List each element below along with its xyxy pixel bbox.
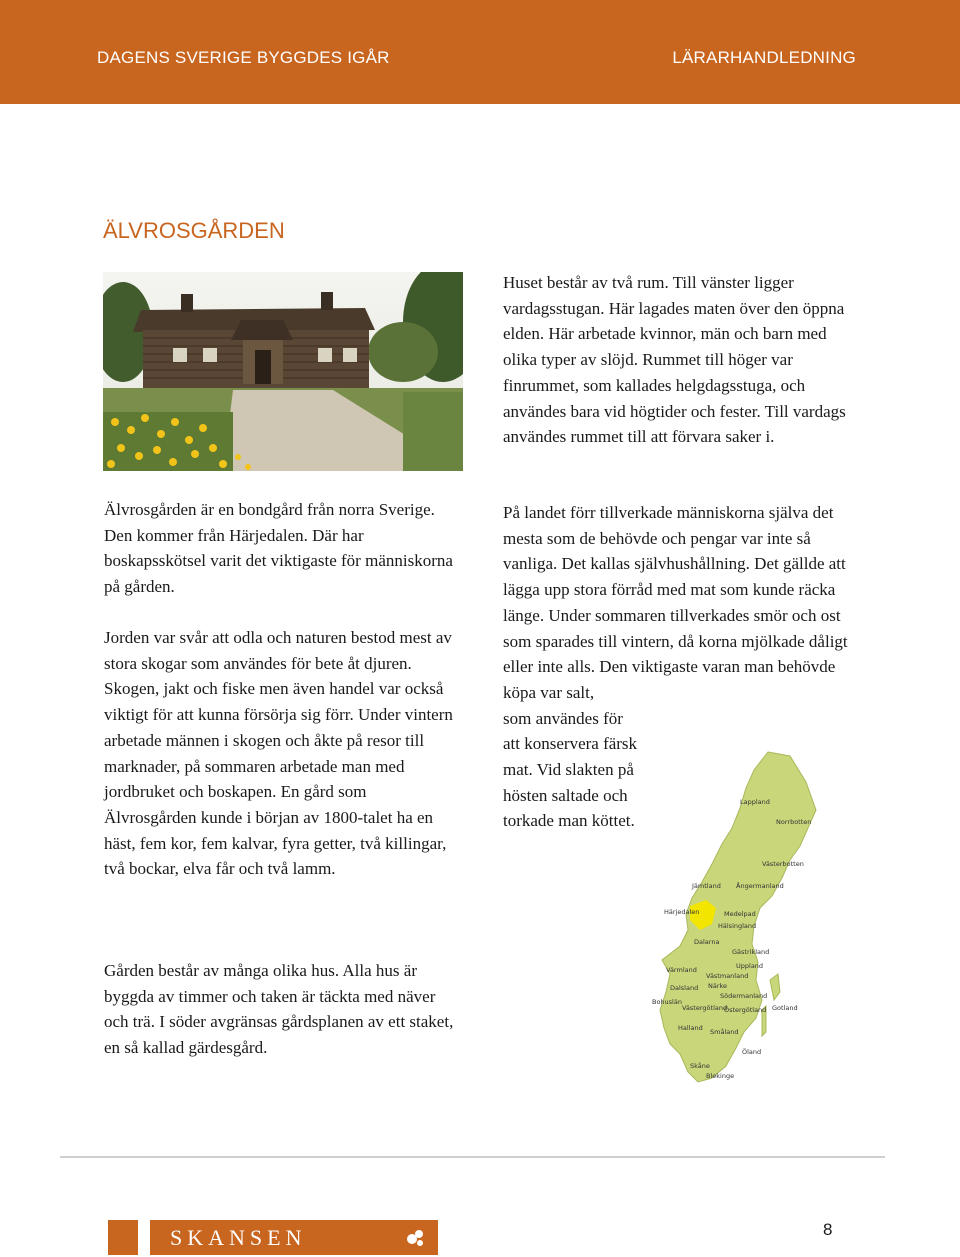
logo-square — [108, 1220, 138, 1255]
map-label-lappland: Lappland — [740, 798, 770, 806]
paragraph-land-and-work: Jorden var svår att odla och naturen bestod mest av stora skogar som användes för bete åt djuren. Skogen, jakt och fiske men även handel var också viktigt för att kunna försörja sig förr. Under vintern arbetade männen i skogen och åkte på resor till marknader, på sommaren arbetade man med jordbruket och boskapen. En gård som Älvrosgården kunde i början av 1800-talet ha en häst, fem kor, fem kalvar, fyra getter, två killingar, två bockar, elva får och två lamm. — [104, 628, 453, 879]
header-series-title: DAGENS SVERIGE BYGGDES IGÅR — [97, 48, 390, 67]
paragraph-self-sufficiency-part2: som användes för att konservera färsk mat. Vid slakten på hösten saltade och torkade man köttet. — [503, 708, 638, 831]
map-label-dalarna: Dalarna — [694, 938, 720, 946]
map-label-vastmanland: Västmanland — [706, 972, 749, 980]
map-label-gastrikland: Gästrikland — [732, 948, 770, 956]
map-label-vastergotland: Västergötland — [682, 1004, 728, 1012]
paragraph-house-rooms: Huset består av två rum. Till vänster ligger vardagsstugan. Här lagades maten över den öppna elden. Här arbetade kvinnor, män och barn med olika typer av slöjd. Rummet till höger var finrummet, som kallades helgdagsstuga, och användes bara vid högtider och fester. Till vardags användes rummet till att förvara saker i. — [503, 273, 846, 447]
footer-divider — [60, 1156, 885, 1158]
gotland-shape — [770, 974, 780, 1000]
farm-photo — [103, 272, 463, 471]
map-label-uppland: Uppland — [736, 962, 764, 970]
map-label-blekinge: Blekinge — [706, 1072, 735, 1080]
map-label-jamtland: Jämtland — [692, 882, 721, 890]
map-label-varmland: Värmland — [666, 966, 697, 974]
map-label-ostergotland: Östergötland — [724, 1006, 767, 1014]
map-label-sodermanland: Södermanland — [720, 992, 768, 1000]
map-label-skane: Skåne — [690, 1062, 710, 1070]
skansen-emblem-icon — [404, 1227, 426, 1249]
header-doc-type: LÄRARHANDLEDNING — [672, 48, 856, 67]
paragraph-buildings: Gården består av många olika hus. Alla hus är byggda av timmer och taken är täckta med näver och trä. I söder avgränsas gårdsplanen av ett staket, en så kallad gärdesgård. — [104, 961, 454, 1058]
map-label-halsingland: Hälsingland — [718, 922, 757, 930]
page-number: 8 — [823, 1220, 833, 1239]
map-label-harjedalen: Härjedalen — [664, 908, 700, 916]
paragraph-intro: Älvrosgården är en bondgård från norra Sverige. Den kommer från Härjedalen. Där har boskapsskötsel varit det viktigaste för människorna på gården. — [104, 500, 453, 597]
map-label-dalsland: Dalsland — [670, 984, 699, 992]
map-label-oland: Öland — [742, 1048, 762, 1056]
map-label-norrbotten: Norrbotten — [776, 818, 812, 826]
map-label-medelpad: Medelpad — [724, 910, 756, 918]
map-label-vasterbotten: Västerbotten — [762, 860, 804, 868]
map-label-smaland: Småland — [710, 1028, 739, 1036]
map-label-halland: Halland — [678, 1024, 703, 1032]
paragraph-self-sufficiency-part1: På landet förr tillverkade människorna själva det mesta som de behövde och pengar var inte så vanliga. Det kallas självhushållning. Det gällde att lägga upp stora förråd med mat som kunde räcka länge. Under sommaren tillverkades smör och ost som sparades till vintern, då korna mjölkade dåligt eller inte alls. Den viktigaste varan man behövde köpa var salt, — [503, 503, 848, 702]
map-label-angermanland: Ångermanland — [736, 882, 784, 890]
sweden-map — [640, 748, 820, 1086]
map-label-narke: Närke — [708, 982, 728, 990]
page-header — [0, 0, 960, 104]
logo-brand-text: SKANSEN — [170, 1225, 307, 1250]
page-title: ÄLVROSGÅRDEN — [103, 218, 285, 243]
map-label-bohuslan: Bohuslän — [652, 998, 682, 1006]
map-label-gotland: Gotland — [772, 1004, 798, 1012]
